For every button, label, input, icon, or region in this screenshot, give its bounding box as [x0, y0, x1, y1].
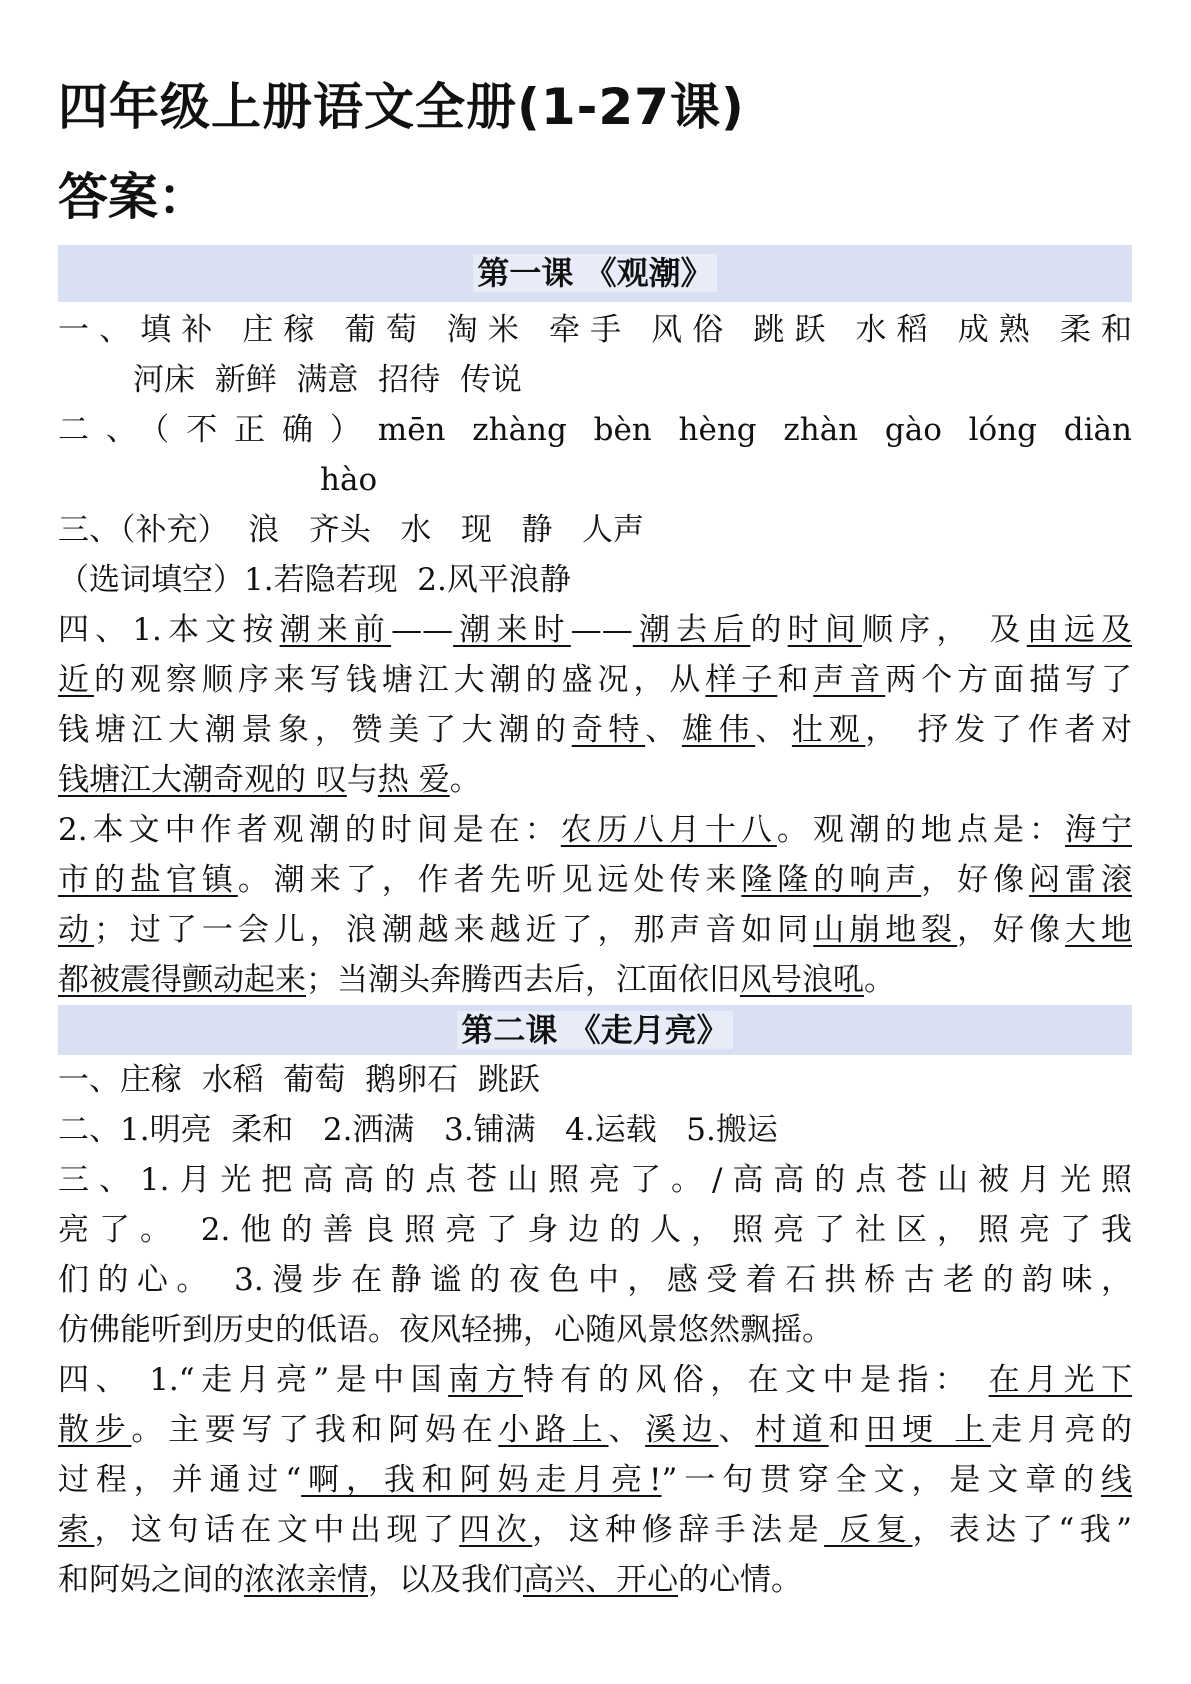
answer-blank: 都被震得颤动起来: [58, 962, 306, 998]
text-segment: ，这句话在文中出现了: [94, 1512, 460, 1548]
text-line: [58, 305, 1132, 355]
answer-blank: 钱塘江大潮奇观的 叹: [58, 762, 347, 798]
answer-blank: 反复: [824, 1512, 913, 1548]
text-segment: 四、1.本文按: [58, 612, 280, 648]
text-line: [58, 805, 1132, 855]
text-line: [58, 905, 1132, 955]
answer-blank: 线: [1100, 1462, 1132, 1498]
answer-blank: 大地: [1065, 912, 1133, 948]
text-segment: ，以及我们: [368, 1562, 523, 1598]
lesson-2-answers: [58, 1055, 1132, 1605]
answer-blank: 在月光下: [988, 1362, 1133, 1398]
text-line: [58, 1155, 1132, 1205]
text-line: [58, 405, 1132, 455]
text-segment: 。观潮的地点是：: [776, 812, 1065, 848]
text-line: [58, 955, 1132, 1005]
text-segment: 的观察顺序来写钱塘江大潮的盛况，从: [93, 662, 706, 698]
text-segment: 2.本文中作者观潮的时间是在：: [58, 812, 561, 848]
lesson-heading-text: 第二课 《走月亮》: [457, 1011, 732, 1049]
text-segment: ，好像: [957, 912, 1066, 948]
text-segment: 们的心。 3.漫步在静谧的夜色中，感受着石拱桥古老的韵味，: [58, 1262, 1132, 1298]
text-line: [58, 1555, 1132, 1605]
text-line: [58, 1405, 1132, 1455]
answer-blank: 闷雷滚: [1029, 862, 1133, 898]
text-segment: 、: [645, 712, 682, 748]
text-segment: 二、1.明亮 柔和 2.洒满 3.铺满 4.运载 5.搬运: [58, 1112, 778, 1148]
answer-blank: 小路上: [498, 1412, 609, 1448]
text-segment: 三、1.月光把高高的点苍山照亮了。/高高的点苍山被月光照: [58, 1162, 1132, 1198]
text-segment: 河床 新鲜 满意 招待 传说: [133, 362, 522, 398]
text-segment: 走月亮的: [990, 1412, 1133, 1448]
answer-blank: 山崩地裂: [813, 912, 958, 948]
text-line: [58, 455, 1132, 505]
answer-blank: 散步: [58, 1412, 132, 1448]
text-segment: ，这种修辞手法是: [532, 1512, 825, 1548]
text-segment: 一、庄稼 水稻 葡萄 鹅卵石 跳跃: [58, 1062, 540, 1098]
text-segment: ，表达了“我”: [912, 1512, 1133, 1548]
text-segment: 的心情。: [678, 1562, 802, 1598]
text-segment: 、: [755, 712, 792, 748]
answer-blank: 动: [58, 912, 94, 948]
text-line: [58, 1355, 1132, 1405]
text-segment: 、: [718, 1412, 756, 1448]
answer-blank: 奇特: [571, 712, 646, 748]
answer-blank: 田埂 上: [865, 1412, 991, 1448]
text-line: [58, 705, 1132, 755]
text-segment: 的: [750, 612, 788, 648]
text-segment: ——: [391, 612, 454, 648]
answer-blank: 四次: [459, 1512, 533, 1548]
lesson-heading-2: [58, 1005, 1132, 1055]
text-segment: ；过了一会儿，浪潮越来越近了，那声音如同: [93, 912, 814, 948]
answer-blank: 南方: [448, 1362, 523, 1398]
text-segment: 、: [608, 1412, 646, 1448]
text-line: [58, 1305, 1132, 1355]
lesson-heading-text: 第一课 《观潮》: [473, 254, 716, 292]
text-line: [58, 555, 1132, 605]
text-segment: 三、（补充） 浪 齐头 水 现 静 人声: [58, 512, 645, 548]
text-segment: 一、填补 庄稼 葡萄 淘米 牵手 风俗 跳跃 水稻 成熟 柔和: [58, 312, 1132, 348]
page-title: 四年级上册语文全册(1-27课): [58, 78, 745, 136]
text-segment: ；当潮头奔腾西去后，江面依旧: [306, 962, 740, 998]
answer-blank: 村道: [755, 1412, 829, 1448]
text-segment: 钱塘江大潮景象，赞美了大潮的: [58, 712, 572, 748]
text-line: [58, 1455, 1132, 1505]
text-line: [58, 1105, 1132, 1155]
answer-blank: 农历八月十八: [560, 812, 777, 848]
answer-blank: 潮来时: [453, 612, 571, 648]
text-line: [58, 1505, 1132, 1555]
text-segment: 和: [777, 662, 814, 698]
answer-blank: 隆隆的响声: [741, 862, 922, 898]
answer-blank: 热 爱: [377, 762, 450, 798]
text-segment: 仿佛能听到历史的低语。夜风轻拂，心随风景悠然飘摇。: [58, 1312, 833, 1348]
text-segment: 。: [449, 762, 481, 798]
text-segment: 。: [864, 962, 895, 998]
text-line: [58, 1055, 1132, 1105]
answer-label: 答案：: [58, 168, 208, 226]
answer-blank: 潮来前: [279, 612, 392, 648]
answer-blank: 市的盐官镇: [58, 862, 238, 898]
answer-blank: 浓浓亲情: [244, 1562, 368, 1598]
text-line: [58, 605, 1132, 655]
text-line: [58, 1205, 1132, 1255]
answer-blank: 壮观: [791, 712, 866, 748]
text-line: [58, 1255, 1132, 1305]
text-segment: 与: [346, 762, 378, 798]
text-segment: 特有的风俗，在文中是指：: [522, 1362, 989, 1398]
text-line: [58, 355, 1132, 405]
answer-blank: 样子: [705, 662, 778, 698]
answer-blank: 声音: [813, 662, 886, 698]
text-segment: 。主要写了我和阿妈在: [131, 1412, 499, 1448]
text-line: [58, 655, 1132, 705]
text-segment: ， 抒发了作者对: [865, 712, 1133, 748]
answer-blank: 由远及: [1026, 612, 1133, 648]
answer-blank: 高兴、开心: [523, 1562, 678, 1598]
answer-blank: 潮去后: [632, 612, 751, 648]
text-segment: 和阿妈之间的: [58, 1562, 244, 1598]
text-segment: 过程，并通过“: [58, 1462, 302, 1498]
text-segment: hào: [320, 462, 378, 498]
answer-blank: 海宁: [1065, 812, 1133, 848]
text-segment: ”一句贯穿全文，是文章的: [661, 1462, 1101, 1498]
text-segment: 四、 1.“走月亮”是中国: [58, 1362, 449, 1398]
text-segment: 和: [828, 1412, 866, 1448]
answer-blank: 风号浪吼: [740, 962, 864, 998]
answer-blank: 时间: [787, 612, 862, 648]
text-segment: 二、（不正确）mēn zhàng bèn hèng zhàn gào lóng diàn: [58, 412, 1132, 448]
text-segment: 两个方面描写了: [885, 662, 1133, 698]
answer-blank: 索: [58, 1512, 95, 1548]
answer-blank: 啊，我和阿妈走月亮!: [301, 1462, 662, 1498]
text-segment: 顺序， 及: [862, 612, 1027, 648]
lesson-heading-1: [58, 245, 1132, 302]
text-segment: ，好像: [921, 862, 1030, 898]
answer-blank: 雄伟: [681, 712, 756, 748]
text-line: [58, 505, 1132, 555]
text-segment: 亮了。 2.他的善良照亮了身边的人，照亮了社区，照亮了我: [58, 1212, 1132, 1248]
text-line: [58, 855, 1132, 905]
lesson-1-answers: [58, 305, 1132, 1005]
text-segment: ——: [570, 612, 633, 648]
text-line: [58, 755, 1132, 805]
text-segment: 。潮来了，作者先听见远处传来: [237, 862, 742, 898]
text-segment: （选词填空）1.若隐若现 2.风平浪静: [58, 562, 571, 598]
answer-blank: 近: [58, 662, 94, 698]
answer-blank: 溪边: [645, 1412, 719, 1448]
